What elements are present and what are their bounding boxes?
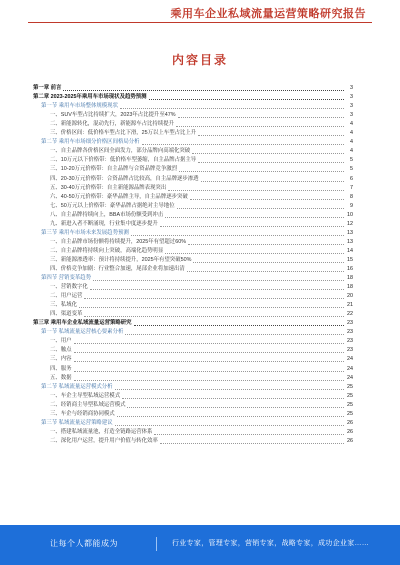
toc-leader-dots [74,343,344,344]
toc-entry-label: 三、内容 [50,356,72,363]
toc-entry-page: 8 [350,193,353,200]
toc-entry[interactable] [33,437,353,446]
toc-entry-page: 3 [350,103,353,110]
toc-leader-dots [115,425,344,426]
toc-entry-label: 第二节 乘用车市场细分价格区间格局分析 [41,139,140,146]
toc-entry[interactable] [33,111,353,120]
toc-entry-label: 第一节 私域流量运营核心要素分析 [41,329,124,336]
toc-entry[interactable] [33,138,353,147]
toc-entry[interactable] [33,156,353,165]
toc-leader-dots [198,162,344,163]
toc-leader-dots [125,334,344,335]
toc-entry[interactable] [33,202,353,211]
toc-entry-page: 4 [350,139,353,146]
toc-entry[interactable] [33,292,353,301]
toc-entry-label: 一、搭建私域流量池，打造全链路运营体系 [50,428,153,435]
toc-entry[interactable] [33,428,353,437]
toc-entry-page: 23 [347,320,353,327]
toc-leader-dots [90,289,344,290]
toc-entry-label: 三、车企与经销商协同模式 [50,410,115,417]
toc-entry-page: 25 [347,383,353,390]
toc-entry-label: 第三节 乘用车市场未来发展趋势预测 [41,229,129,236]
toc-entry[interactable] [33,120,353,129]
toc-entry-label: 四、渠道变革 [50,311,83,318]
toc-leader-dots [201,181,344,182]
toc-entry-label: 二、经销商主导型私域运营模式 [50,401,126,408]
toc-entry-label: 二、10万元以下价格带：低价格车型萎缩，自主品牌占据主导 [50,157,197,164]
toc-entry[interactable] [33,301,353,310]
toc-entry-label: 第二章 2023-2025年乘用车市场现状及趋势预测 [33,94,147,101]
toc-entry-page: 23 [347,347,353,354]
toc-leader-dots [120,108,344,109]
header-divider [28,22,372,23]
toc-entry-label: 六、40-50万元价格带：豪华品牌主导，自主品牌逐步突破 [50,193,188,200]
toc-leader-dots [179,171,344,172]
toc-leader-dots [160,443,344,444]
toc-entry-page: 9 [350,202,353,209]
toc-entry-page: 23 [347,329,353,336]
toc-entry[interactable] [33,310,353,319]
toc-leader-dots [122,398,344,399]
toc-entry-page: 3 [350,112,353,119]
toc-leader-dots [115,389,344,390]
toc-entry-label: 三、新能源渗透率：预计将持续提升，2025年有望突破50% [50,256,192,263]
toc-leader-dots [177,208,344,209]
toc-entry[interactable] [33,419,353,428]
toc-entry[interactable] [33,229,353,238]
toc-entry-label: 一、用户 [50,338,72,345]
toc-leader-dots [192,153,344,154]
toc-entry[interactable] [33,355,353,364]
toc-entry-label: 七、50万元以上价格带：豪华品牌占据绝对主导地位 [50,202,175,209]
toc-entry-label: 九、新进入者不断涌现，行业集中度逐步提升 [50,220,158,227]
page-header [0,0,400,24]
toc-entry-label: 二、触点 [50,347,72,354]
toc-entry[interactable] [33,383,353,392]
page-footer [0,525,400,565]
footer-tagline: 行业专家，管理专家，营销专家，战略专家，成功企业家…… [172,540,370,547]
toc-entry[interactable] [33,147,353,156]
toc-entry-page: 4 [350,148,353,155]
toc-entry-page: 24 [347,374,353,381]
toc-leader-dots [154,434,344,435]
table-of-contents [33,84,353,446]
toc-leader-dots [178,117,344,118]
toc-entry[interactable] [33,93,353,102]
toc-entry-label: 八、自主品牌持续向上，BBA市场份额受到冲击 [50,211,164,218]
toc-entry-page: 26 [347,437,353,444]
toc-entry-page: 24 [347,356,353,363]
toc-entry[interactable] [33,174,353,183]
toc-leader-dots [198,135,344,136]
toc-entry[interactable] [33,283,353,292]
toc-entry-label: 第三章 乘用车企业私域流量运营策略研究 [33,320,132,327]
toc-entry-page: 3 [350,85,353,92]
toc-entry-page: 3 [350,94,353,101]
toc-entry-page: 23 [347,338,353,345]
toc-leader-dots [165,253,344,254]
toc-entry[interactable] [33,274,353,283]
toc-entry-page: 4 [350,130,353,137]
toc-entry[interactable] [33,319,353,328]
toc-entry[interactable] [33,129,353,138]
toc-entry[interactable] [33,84,353,93]
toc-entry-label: 一、营销数字化 [50,284,88,291]
toc-leader-dots [74,380,344,381]
toc-entry-page: 25 [347,401,353,408]
toc-leader-dots [79,307,344,308]
toc-entry[interactable] [33,102,353,111]
toc-entry[interactable] [33,256,353,265]
toc-entry-label: 一、车企主导型私域运营模式 [50,392,121,399]
toc-leader-dots [165,217,344,218]
toc-leader-dots [134,325,344,326]
toc-entry[interactable] [33,410,353,419]
toc-entry[interactable] [33,392,353,401]
toc-entry-page: 12 [347,220,353,227]
toc-entry-page: 25 [347,410,353,417]
toc-leader-dots [149,99,344,100]
toc-entry-page: 26 [347,428,353,435]
toc-entry-label: 二、用户运营 [50,293,83,300]
toc-entry-label: 二、自主品牌将持续向上突破，高端化趋势明显 [50,247,164,254]
toc-entry-page: 15 [347,256,353,263]
toc-leader-dots [63,90,344,91]
toc-entry[interactable] [33,364,353,373]
toc-leader-dots [168,190,344,191]
footer-divider [156,537,157,551]
toc-entry-page: 18 [347,275,353,282]
toc-entry-page: 4 [350,121,353,128]
toc-entry-label: 五、数据 [50,374,72,381]
toc-leader-dots [187,271,344,272]
toc-entry-label: 一、SUV车型占比持续扩大，2023年占比提升至47% [50,112,176,119]
toc-entry-page: 22 [347,311,353,318]
toc-entry[interactable] [33,247,353,256]
toc-entry[interactable] [33,211,353,220]
toc-entry-label: 四、20-30万元价格带：合资品牌占比较高，自主品牌逐步渗透 [50,175,199,182]
toc-entry-label: 第三节 私域流量运营策略建议 [41,419,113,426]
toc-entry-label: 二、新能源转化，混动先行，新能源车占比持续提升 [50,121,174,128]
toc-leader-dots [74,352,344,353]
toc-entry-page: 10 [347,211,353,218]
toc-entry-page: 16 [347,265,353,272]
toc-leader-dots [190,199,344,200]
toc-entry[interactable] [33,238,353,247]
toc-leader-dots [117,416,344,417]
toc-heading: 内容目录 [171,53,228,67]
toc-entry-page: 24 [347,365,353,372]
toc-entry-label: 三、10-20万元价格带：自主品牌与合资品牌竞争激烈 [50,166,177,173]
toc-entry-label: 二、深化用户运营，提升用户价值与转化效率 [50,437,158,444]
toc-leader-dots [193,262,344,263]
toc-leader-dots [74,371,344,372]
toc-entry-page: 25 [347,392,353,399]
toc-leader-dots [127,407,344,408]
toc-entry-page: 5 [350,166,353,173]
toc-entry-page: 18 [347,284,353,291]
toc-entry[interactable] [33,193,353,202]
toc-leader-dots [176,126,344,127]
footer-slogan: 让每个人都能成为 [50,539,118,548]
toc-entry-page: 21 [347,302,353,309]
report-title: 乘用车企业私域流量运营策略研究报告 [170,8,366,20]
toc-leader-dots [188,244,344,245]
toc-entry-page: 7 [350,184,353,191]
toc-leader-dots [93,280,344,281]
toc-entry-label: 四、价格竞争加剧：行业整合加速，尾部企业将加速出清 [50,265,185,272]
toc-entry-label: 四、服务 [50,365,72,372]
toc-entry-page: 13 [347,229,353,236]
toc-entry[interactable] [33,220,353,229]
toc-entry-label: 一、自主品牌市场份额将持续提升，2025年有望超过60% [50,238,186,245]
toc-leader-dots [131,235,344,236]
toc-entry-label: 第一节 乘用车市场整体规模现状 [41,103,118,110]
toc-entry[interactable] [33,265,353,274]
toc-entry-page: 26 [347,419,353,426]
toc-entry[interactable] [33,337,353,346]
toc-entry[interactable] [33,346,353,355]
toc-entry-page: 5 [350,157,353,164]
toc-entry-label: 第二节 私域流量运营模式分析 [41,383,113,390]
toc-leader-dots [84,298,344,299]
toc-entry[interactable] [33,184,353,193]
toc-entry[interactable] [33,328,353,337]
toc-leader-dots [160,226,344,227]
toc-leader-dots [74,361,344,362]
toc-entry-label: 五、30-40万元价格带：自主新能源品牌表现突出 [50,184,167,191]
toc-entry-label: 三、私域化 [50,302,77,309]
toc-entry[interactable] [33,165,353,174]
toc-entry-label: 第四节 营销变革趋势 [41,275,92,282]
toc-entry[interactable] [33,401,353,410]
toc-entry-page: 6 [350,175,353,182]
toc-entry[interactable] [33,374,353,383]
toc-entry-label: 一、自主品牌各价格区间全面发力，部分品牌向高端化突破 [50,148,191,155]
toc-leader-dots [84,316,344,317]
toc-entry-page: 13 [347,238,353,245]
toc-entry-page: 20 [347,293,353,300]
toc-entry-page: 14 [347,247,353,254]
toc-entry-label: 第一章 前言 [33,85,62,92]
toc-entry-label: 三、价格区间：低价格车型占比下滑，25万以上车型占比上升 [50,130,197,137]
toc-leader-dots [142,144,344,145]
